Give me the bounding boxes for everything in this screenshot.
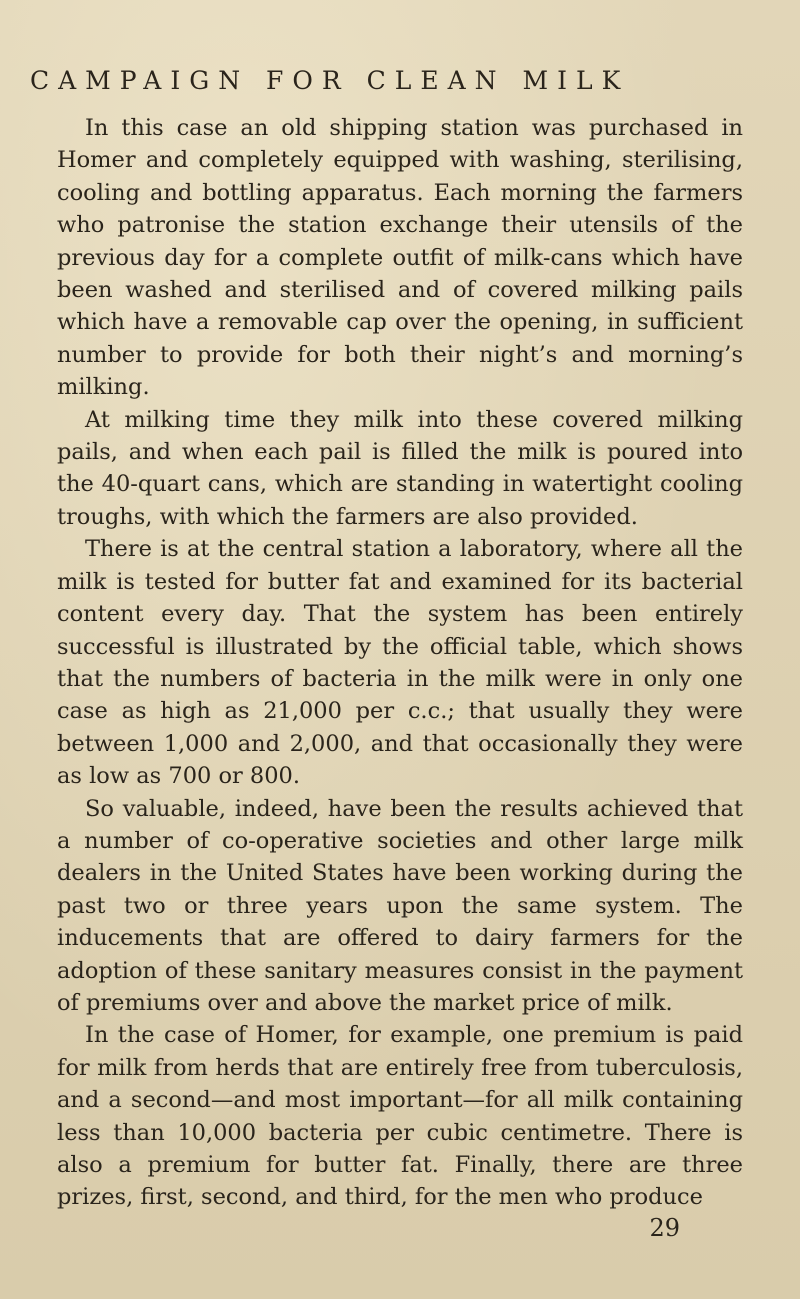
paragraph-1: In this case an old shipping station was purchased in Homer and completely equipped with washing, sterilising, cooling and bottling apparatus. Each morning the farmers who patronise the station exchange their utensils of the previous day for a complete outfit of milk-cans which have been washed and sterilised and of covered milking pails which have a removable cap over the opening, in sufficient number to provide for both their night’s and morning’s milking. [57,115,743,401]
paragraph-2: At milking time they milk into these covered milking pails, and when each pail is filled the milk is poured into the 40-quart cans, which are standing in watertight cooling troughs, with which the farmers are also provided. [57,406,743,530]
running-header: CAMPAIGN FOR CLEAN MILK [30,66,630,95]
body-text [57,112,743,1214]
paragraph-5: In the case of Homer, for example, one premium is paid for milk from herds that are entirely free from tuberculosis, and a second—and most important—for all milk containing less than 10,000 bacteria per cubic centimetre. There is also a premium for butter fat. Finally, there are three prizes, first, second, and third, for the men who produce [57,1022,743,1211]
paragraph-4: So valuable, indeed, have been the results achieved that a number of co-operative societies and other large milk dealers in the United States have been working during the past two or three years upon the same system. The inducements that are offered to dairy farmers for the adoption of these sanitary measures consist in the payment of premiums over and above the market price of milk. [57,795,743,1016]
page-number: 29 [649,1214,680,1242]
paragraph-3: There is at the central station a laboratory, where all the milk is tested for butter fat and examined for its bacterial content every day. That the system has been entirely successful is illustrated by the official table, which shows that the numbers of bacteria in the milk were in only one case as high as 21,000 per c.c.; that usually they were between 1,000 and 2,000, and that occasionally they were as low as 700 or 800. [57,536,743,790]
